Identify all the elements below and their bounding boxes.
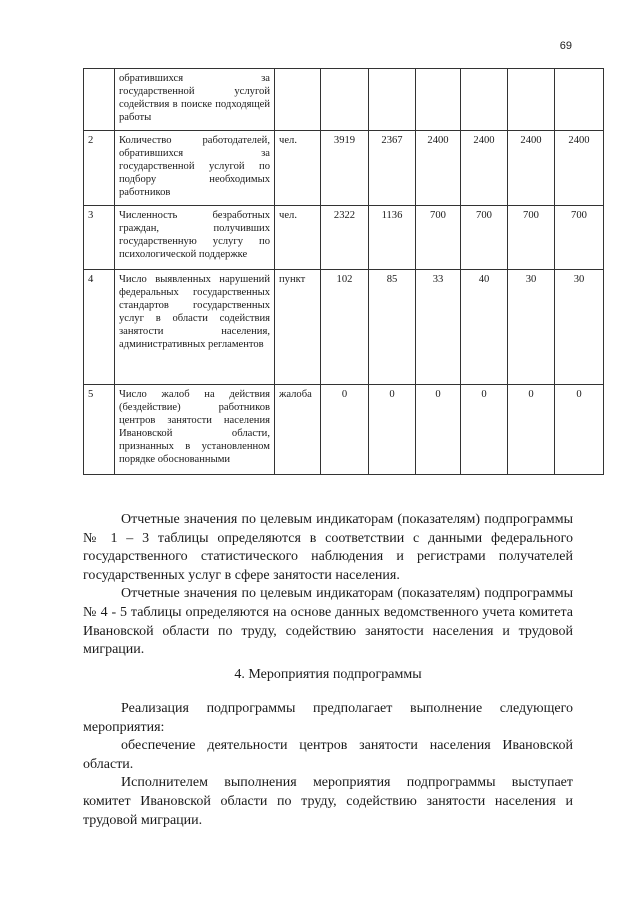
- paragraph: Отчетные значения по целевым индикаторам (показателям) подпрограммы № 4 - 5 таблицы определяются на основе данных ведомственного учета комитета Ивановской области по труду, содействию занятости населения и трудовой миграции.: [83, 586, 573, 658]
- value-cell: 40: [461, 270, 508, 385]
- value-cell: 85: [369, 270, 416, 385]
- indicator-name-cell: Количество работодателей, обратившихся за государственной услугой по подбору необходимых работников: [115, 131, 275, 206]
- value-cell: 700: [416, 206, 461, 270]
- table-row: [84, 270, 604, 385]
- measures-text: [83, 700, 573, 830]
- unit-cell: жалоба: [275, 385, 321, 475]
- value-cell: 2367: [369, 131, 416, 206]
- value-cell: 33: [416, 270, 461, 385]
- value-cell: 2322: [321, 206, 369, 270]
- indicator-name-cell: Численность безработных граждан, получивших государственную услугу по психологической поддержке: [115, 206, 275, 270]
- page-number: 69: [559, 40, 572, 52]
- unit-cell: пункт: [275, 270, 321, 385]
- unit-cell: чел.: [275, 131, 321, 206]
- row-number-cell: 2: [84, 131, 115, 206]
- value-cell: 700: [508, 206, 555, 270]
- value-cell: 30: [555, 270, 604, 385]
- indicator-name-cell: Число жалоб на действия (бездействие) работников центров занятости населения Ивановской области, признанных в установленном порядке обоснованными: [115, 385, 275, 475]
- table-row: [84, 69, 604, 131]
- table-row: [84, 385, 604, 475]
- value-cell: 0: [416, 385, 461, 475]
- value-cell: 0: [508, 385, 555, 475]
- value-cell: 700: [461, 206, 508, 270]
- indicator-notes: [83, 511, 573, 660]
- value-cell: [369, 69, 416, 131]
- value-cell: [461, 69, 508, 131]
- unit-cell: [275, 69, 321, 131]
- value-cell: 102: [321, 270, 369, 385]
- paragraph: Отчетные значения по целевым индикаторам (показателям) подпрограммы № 1 – 3 таблицы определяются в соответствии с данными федерального государственного статистического наблюдения и регистрами получателей государственных услуг в сфере занятости населения.: [83, 512, 573, 583]
- value-cell: 1136: [369, 206, 416, 270]
- value-cell: [416, 69, 461, 131]
- value-cell: 700: [555, 206, 604, 270]
- value-cell: 3919: [321, 131, 369, 206]
- table-row: [84, 206, 604, 270]
- value-cell: 0: [461, 385, 508, 475]
- row-number-cell: [84, 69, 115, 131]
- row-number-cell: 4: [84, 270, 115, 385]
- indicator-name-cell: обратившихся за государственной услугой содействия в поиске подходящей работы: [115, 69, 275, 131]
- indicator-name-cell: Число выявленных нарушений федеральных государственных стандартов государственных услуг в области содействия занятости населения, административных регламентов: [115, 270, 275, 385]
- paragraph: обеспечение деятельности центров занятости населения Ивановской области.: [83, 738, 573, 772]
- row-number-cell: 3: [84, 206, 115, 270]
- paragraph: Реализация подпрограммы предполагает выполнение следующего мероприятия:: [83, 701, 573, 735]
- table-row: [84, 131, 604, 206]
- section-heading: 4. Мероприятия подпрограммы: [234, 667, 422, 682]
- value-cell: 2400: [508, 131, 555, 206]
- value-cell: [321, 69, 369, 131]
- value-cell: 0: [555, 385, 604, 475]
- paragraph: Исполнителем выполнения мероприятия подпрограммы выступает комитет Ивановской области по труду, содействию занятости населения и трудовой миграции.: [83, 775, 573, 828]
- row-number-cell: 5: [84, 385, 115, 475]
- unit-cell: чел.: [275, 206, 321, 270]
- value-cell: [508, 69, 555, 131]
- value-cell: 2400: [461, 131, 508, 206]
- value-cell: 2400: [416, 131, 461, 206]
- value-cell: [555, 69, 604, 131]
- value-cell: 30: [508, 270, 555, 385]
- value-cell: 2400: [555, 131, 604, 206]
- indicators-table: [83, 68, 604, 475]
- value-cell: 0: [321, 385, 369, 475]
- value-cell: 0: [369, 385, 416, 475]
